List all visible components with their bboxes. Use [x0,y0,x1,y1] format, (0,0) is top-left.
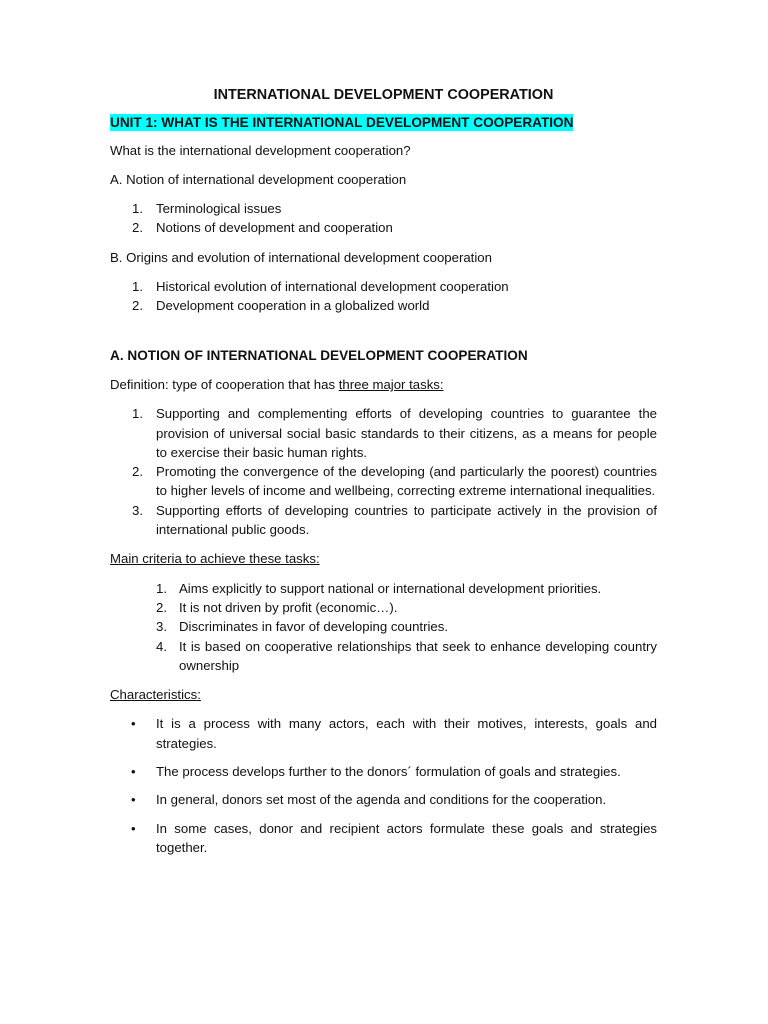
characteristics-list [110,714,657,857]
list-number: 2. [132,298,143,314]
criteria-list [110,579,657,675]
list-item-text: It is based on cooperative relationships that seek to enhance developing country ownership [179,638,657,673]
list-item [110,501,657,540]
list-item [110,277,657,296]
list-item-text: It is a process with many actors, each with their motives, interests, goals and strategies. [156,716,657,751]
bullet-icon: • [131,764,136,780]
document-body [110,86,657,867]
list-number: 3. [132,502,143,518]
list-number: 1. [132,279,143,295]
list-item [110,199,657,218]
list-item-text: Aims explicitly to support national or international development priorities. [179,580,602,596]
bullet-icon: • [131,716,136,732]
list-item [110,218,657,237]
list-item [110,462,657,501]
bullet-icon: • [131,820,136,836]
list-item-text: It is not driven by profit (economic…). [179,599,398,615]
bullet-icon: • [131,792,136,808]
list-item-text: The process develops further to the donors´ formulation of goals and strategies. [156,764,621,780]
list-item-text: Promoting the convergence of the developing (and particularly the poorest) countries to higher levels of income and wellbeing, correcting extreme international inequalities. [156,464,657,499]
list-number: 1. [132,201,143,217]
list-number: 2. [156,599,167,615]
characteristics-heading-text: Characteristics: [110,687,201,703]
list-item-text: Terminological issues [156,201,282,217]
list-item [110,819,657,858]
list-item-text: In some cases, donor and recipient actors formulate these goals and strategies together. [156,820,657,855]
list-item-text: Historical evolution of international development cooperation [156,279,509,295]
list-item-text: Development cooperation in a globalized world [156,298,430,314]
definition-prefix: Definition: type of cooperation that has [110,376,339,392]
list-item [110,579,657,598]
definition-tasks-label: three major tasks: [338,376,444,392]
list-number: 2. [132,220,143,236]
list-item [110,296,657,315]
list-number: 2. [132,464,143,480]
list-number: 4. [156,638,167,654]
unit-heading-text: UNIT 1: WHAT IS THE INTERNATIONAL DEVELOPMENT COOPERATION [110,115,574,131]
list-item [110,617,657,636]
unit-heading [110,113,657,132]
list-number: 1. [156,580,167,596]
list-item [110,598,657,617]
list-number: 1. [132,406,143,422]
criteria-heading-text: Main criteria to achieve these tasks: [110,551,320,567]
list-item [110,404,657,462]
document-title: INTERNATIONAL DEVELOPMENT COOPERATION [213,87,554,103]
list-item [110,790,657,809]
criteria-heading [110,549,657,568]
list-item-text: In general, donors set most of the agenda and conditions for the cooperation. [156,792,607,808]
section-a-heading: A. NOTION OF INTERNATIONAL DEVELOPMENT COOPERATION [110,347,528,363]
list-item-text: Notions of development and cooperation [156,220,393,236]
list-item [110,762,657,781]
tasks-list [110,404,657,539]
list-item [110,637,657,676]
list-item [110,714,657,753]
characteristics-heading [110,685,657,704]
outline-a-list [110,199,657,238]
list-item-text: Discriminates in favor of developing countries. [179,619,449,635]
list-number: 3. [156,619,167,635]
list-item-text: Supporting efforts of developing countries to participate actively in the provision of international public goods. [156,502,657,538]
outline-b-title: B. Origins and evolution of international development cooperation [110,249,492,265]
outline-b-list [110,277,657,316]
outline-a-title: A. Notion of international development cooperation [110,171,407,187]
intro-question: What is the international development cooperation? [110,142,411,158]
list-item-text: Supporting and complementing efforts of developing countries to guarantee the provision of universal social basic standards to their citizens, as a means for people to exercise their basic human rights. [156,406,657,460]
definition [110,375,657,394]
